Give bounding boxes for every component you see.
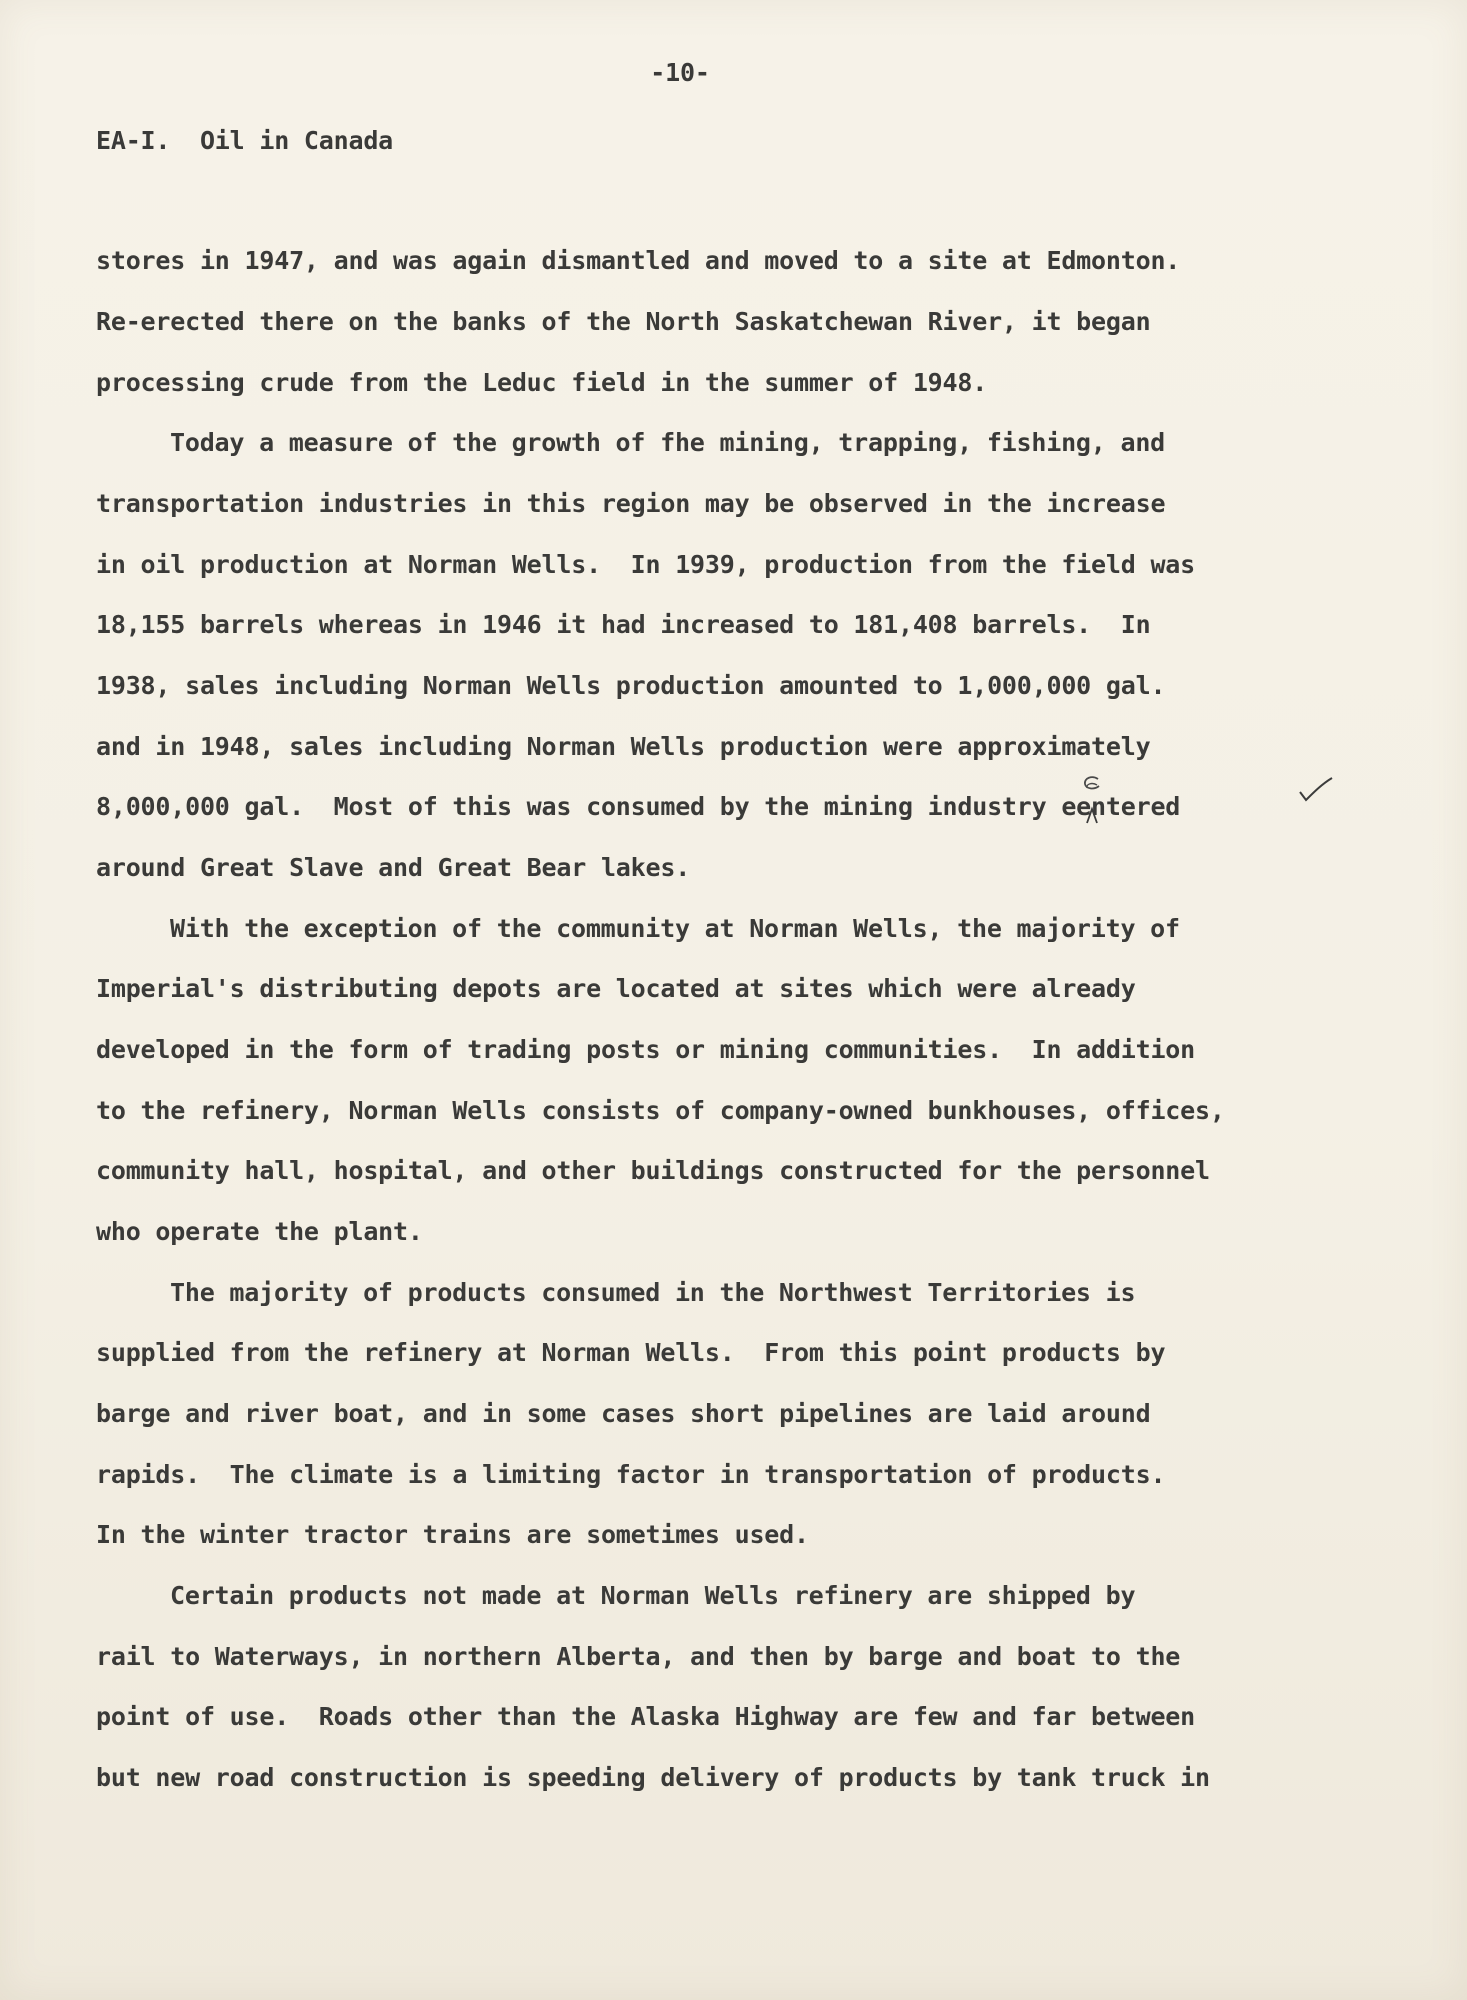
body-line: who operate the plant. <box>96 1217 423 1246</box>
body-line: In the winter tractor trains are sometimes used. <box>96 1520 809 1549</box>
paragraph-start-line: Certain products not made at Norman Wells refinery are shipped by <box>170 1581 1136 1610</box>
body-line: to the refinery, Norman Wells consists of company-owned bunkhouses, offices, <box>96 1096 1225 1125</box>
body-line: rapids. The climate is a limiting factor in transportation of products. <box>96 1460 1166 1489</box>
body-line: in oil production at Norman Wells. In 1939, production from the field was <box>96 550 1195 579</box>
body-line: rail to Waterways, in northern Alberta, and then by barge and boat to the <box>96 1642 1181 1671</box>
body-line: stores in 1947, and was again dismantled and moved to a site at Edmonton. <box>96 246 1181 275</box>
body-line: barge and river boat, and in some cases short pipelines are laid around <box>96 1399 1151 1428</box>
body-line: supplied from the refinery at Norman Wells. From this point products by <box>96 1338 1166 1367</box>
body-line: 1938, sales including Norman Wells production amounted to 1,000,000 gal. <box>96 671 1166 700</box>
body-line: and in 1948, sales including Norman Wells production were approximately <box>96 732 1151 761</box>
body-line: around Great Slave and Great Bear lakes. <box>96 853 691 882</box>
body-line: 18,155 barrels whereas in 1946 it had increased to 181,408 barrels. In <box>96 610 1151 639</box>
paragraph-start-line: With the exception of the community at Norman Wells, the majority of <box>170 914 1180 943</box>
page-number: -10- <box>650 58 710 87</box>
body-line: Re-erected there on the banks of the North Saskatchewan River, it began <box>96 307 1151 336</box>
body-line: but new road construction is speeding delivery of products by tank truck in <box>96 1763 1210 1792</box>
body-line: point of use. Roads other than the Alaska Highway are few and far between <box>96 1702 1195 1731</box>
body-line: Imperial's distributing depots are located at sites which were already <box>96 974 1136 1003</box>
body-line: community hall, hospital, and other buildings constructed for the personnel <box>96 1156 1210 1185</box>
paragraph-start-line: Today a measure of the growth of fhe mining, trapping, fishing, and <box>170 428 1166 457</box>
handwritten-check-mark <box>1298 776 1334 804</box>
paragraph-start-line: The majority of products consumed in the Northwest Territories is <box>170 1278 1136 1307</box>
body-line: 8,000,000 gal. Most of this was consumed by the mining industry eentered <box>96 792 1181 821</box>
body-line: processing crude from the Leduc field in the summer of 1948. <box>96 368 988 397</box>
handwritten-correction-caret <box>1078 773 1108 825</box>
body-line: transportation industries in this region may be observed in the increase <box>96 489 1166 518</box>
section-heading: EA-I. Oil in Canada <box>96 126 394 155</box>
body-line: developed in the form of trading posts or mining communities. In addition <box>96 1035 1195 1064</box>
